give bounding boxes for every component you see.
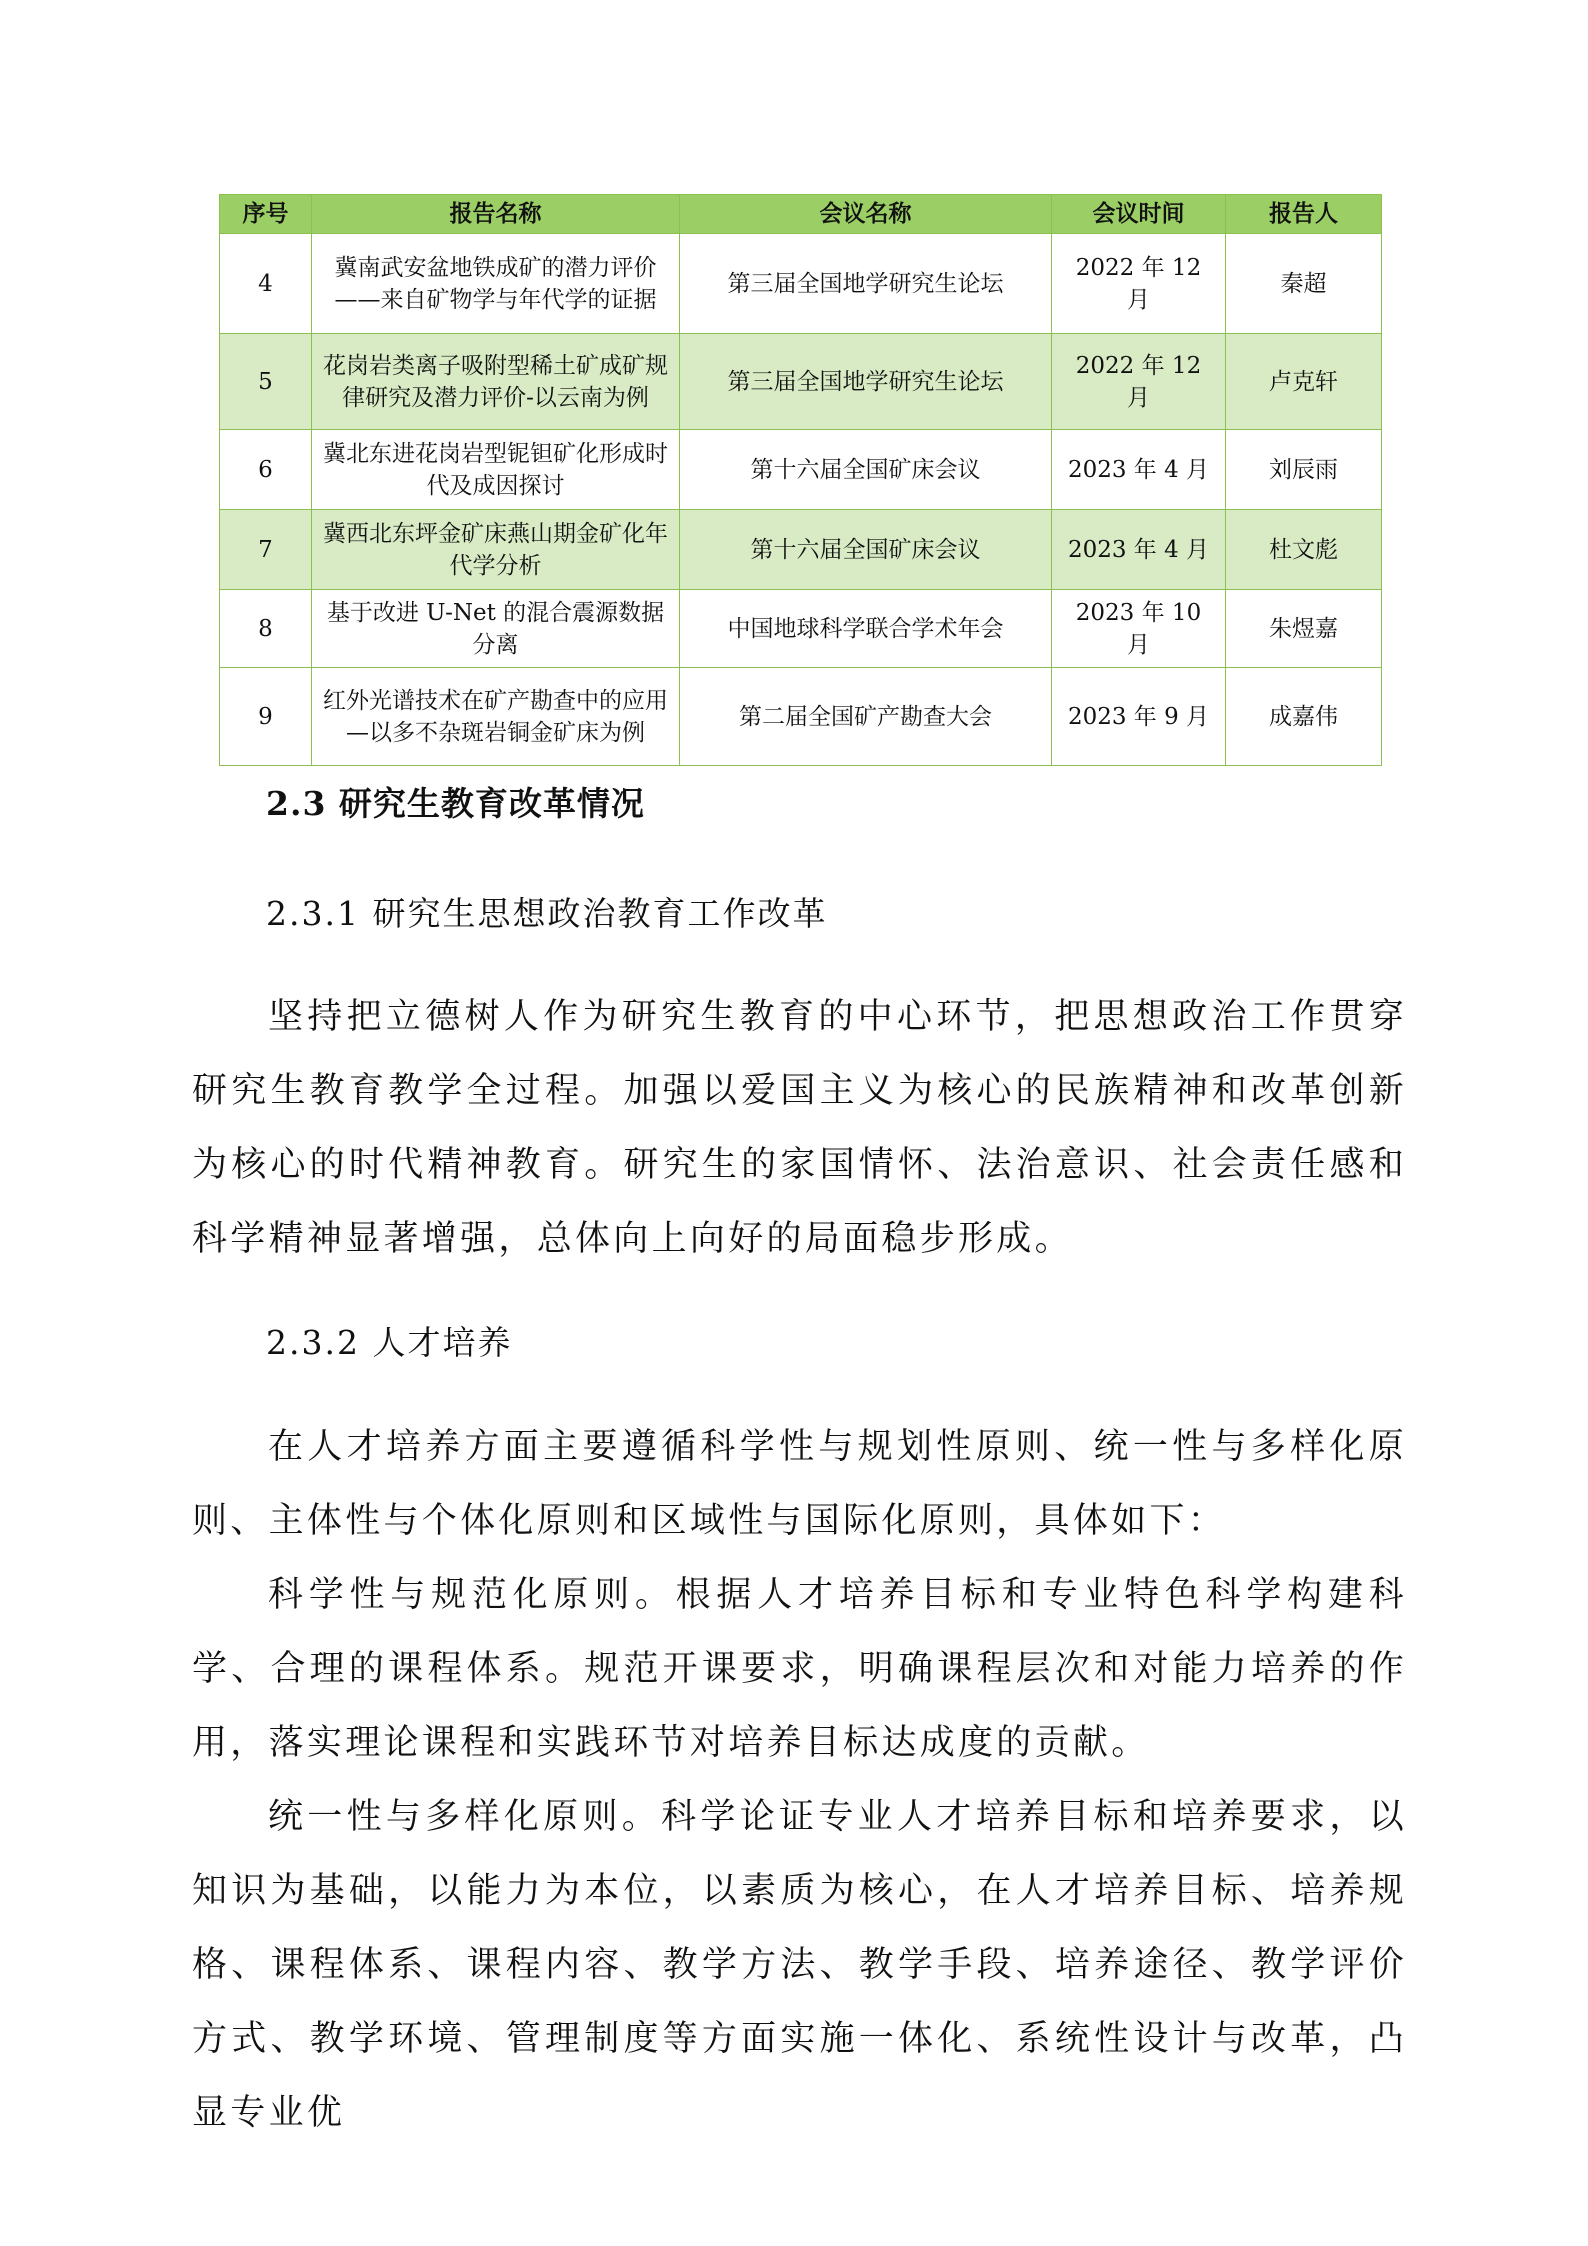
cell-index: 4 xyxy=(220,234,312,334)
cell-report-title: 红外光谱技术在矿产勘查中的应用—以多不杂斑岩铜金矿床为例 xyxy=(312,668,680,766)
section-heading: 2.3 研究生教育改革情况 xyxy=(266,784,645,823)
header-conference: 会议名称 xyxy=(680,195,1052,234)
subsection-heading-talent: 2.3.2 人才培养 xyxy=(266,1323,513,1362)
cell-speaker: 卢克轩 xyxy=(1226,334,1382,430)
header-date: 会议时间 xyxy=(1052,195,1226,234)
cell-date: 2022 年 12 月 xyxy=(1052,334,1226,430)
table-row xyxy=(220,668,1382,766)
cell-conference: 第二届全国矿产勘查大会 xyxy=(680,668,1052,766)
cell-report-title: 冀西北东坪金矿床燕山期金矿化年代学分析 xyxy=(312,510,680,590)
cell-index: 9 xyxy=(220,668,312,766)
cell-speaker: 刘辰雨 xyxy=(1226,430,1382,510)
paragraph-scientific-principle: 科学性与规范化原则。根据人才培养目标和专业特色科学构建科学、合理的课程体系。规范开课要求，明确课程层次和对能力培养的作用，落实理论课程和实践环节对培养目标达成度的贡献。 xyxy=(192,1575,1407,1763)
cell-report-title: 基于改进 U-Net 的混合震源数据分离 xyxy=(312,590,680,668)
cell-speaker: 杜文彪 xyxy=(1226,510,1382,590)
header-report-title: 报告名称 xyxy=(312,195,680,234)
cell-conference: 第三届全国地学研究生论坛 xyxy=(680,334,1052,430)
cell-date: 2023 年 4 月 xyxy=(1052,510,1226,590)
table-header-row xyxy=(220,195,1382,234)
cell-index: 5 xyxy=(220,334,312,430)
cell-report-title: 冀北东进花岗岩型铌钽矿化形成时代及成因探讨 xyxy=(312,430,680,510)
cell-index: 6 xyxy=(220,430,312,510)
cell-date: 2023 年 9 月 xyxy=(1052,668,1226,766)
cell-report-title: 花岗岩类离子吸附型稀土矿成矿规律研究及潜力评价-以云南为例 xyxy=(312,334,680,430)
paragraph-unity-principle: 统一性与多样化原则。科学论证专业人才培养目标和培养要求，以知识为基础，以能力为本位，以素质为核心，在人才培养目标、培养规格、课程体系、课程内容、教学方法、教学手段、培养途径、教学评价方式、教学环境、管理制度等方面实施一体化、系统性设计与改革，凸显专业优 xyxy=(192,1797,1407,2133)
report-table xyxy=(219,194,1382,766)
cell-date: 2023 年 4 月 xyxy=(1052,430,1226,510)
paragraph-talent-intro: 在人才培养方面主要遵循科学性与规划性原则、统一性与多样化原则、主体性与个体化原则和区域性与国际化原则，具体如下： xyxy=(192,1427,1407,1541)
header-speaker: 报告人 xyxy=(1226,195,1382,234)
cell-report-title: 冀南武安盆地铁成矿的潜力评价——来自矿物学与年代学的证据 xyxy=(312,234,680,334)
table-row xyxy=(220,590,1382,668)
cell-date: 2022 年 12 月 xyxy=(1052,234,1226,334)
cell-conference: 第三届全国地学研究生论坛 xyxy=(680,234,1052,334)
cell-conference: 中国地球科学联合学术年会 xyxy=(680,590,1052,668)
cell-speaker: 秦超 xyxy=(1226,234,1382,334)
table-row xyxy=(220,234,1382,334)
table-row xyxy=(220,334,1382,430)
table-row xyxy=(220,430,1382,510)
header-index: 序号 xyxy=(220,195,312,234)
cell-speaker: 成嘉伟 xyxy=(1226,668,1382,766)
cell-index: 7 xyxy=(220,510,312,590)
cell-index: 8 xyxy=(220,590,312,668)
cell-conference: 第十六届全国矿床会议 xyxy=(680,430,1052,510)
subsection-heading-ideology: 2.3.1 研究生思想政治教育工作改革 xyxy=(266,894,828,933)
cell-speaker: 朱煜嘉 xyxy=(1226,590,1382,668)
table-row xyxy=(220,510,1382,590)
paragraph-ideology: 坚持把立德树人作为研究生教育的中心环节，把思想政治工作贯穿研究生教育教学全过程。加强以爱国主义为核心的民族精神和改革创新为核心的时代精神教育。研究生的家国情怀、法治意识、社会责任感和科学精神显著增强，总体向上向好的局面稳步形成。 xyxy=(192,997,1407,1259)
cell-conference: 第十六届全国矿床会议 xyxy=(680,510,1052,590)
cell-date: 2023 年 10 月 xyxy=(1052,590,1226,668)
